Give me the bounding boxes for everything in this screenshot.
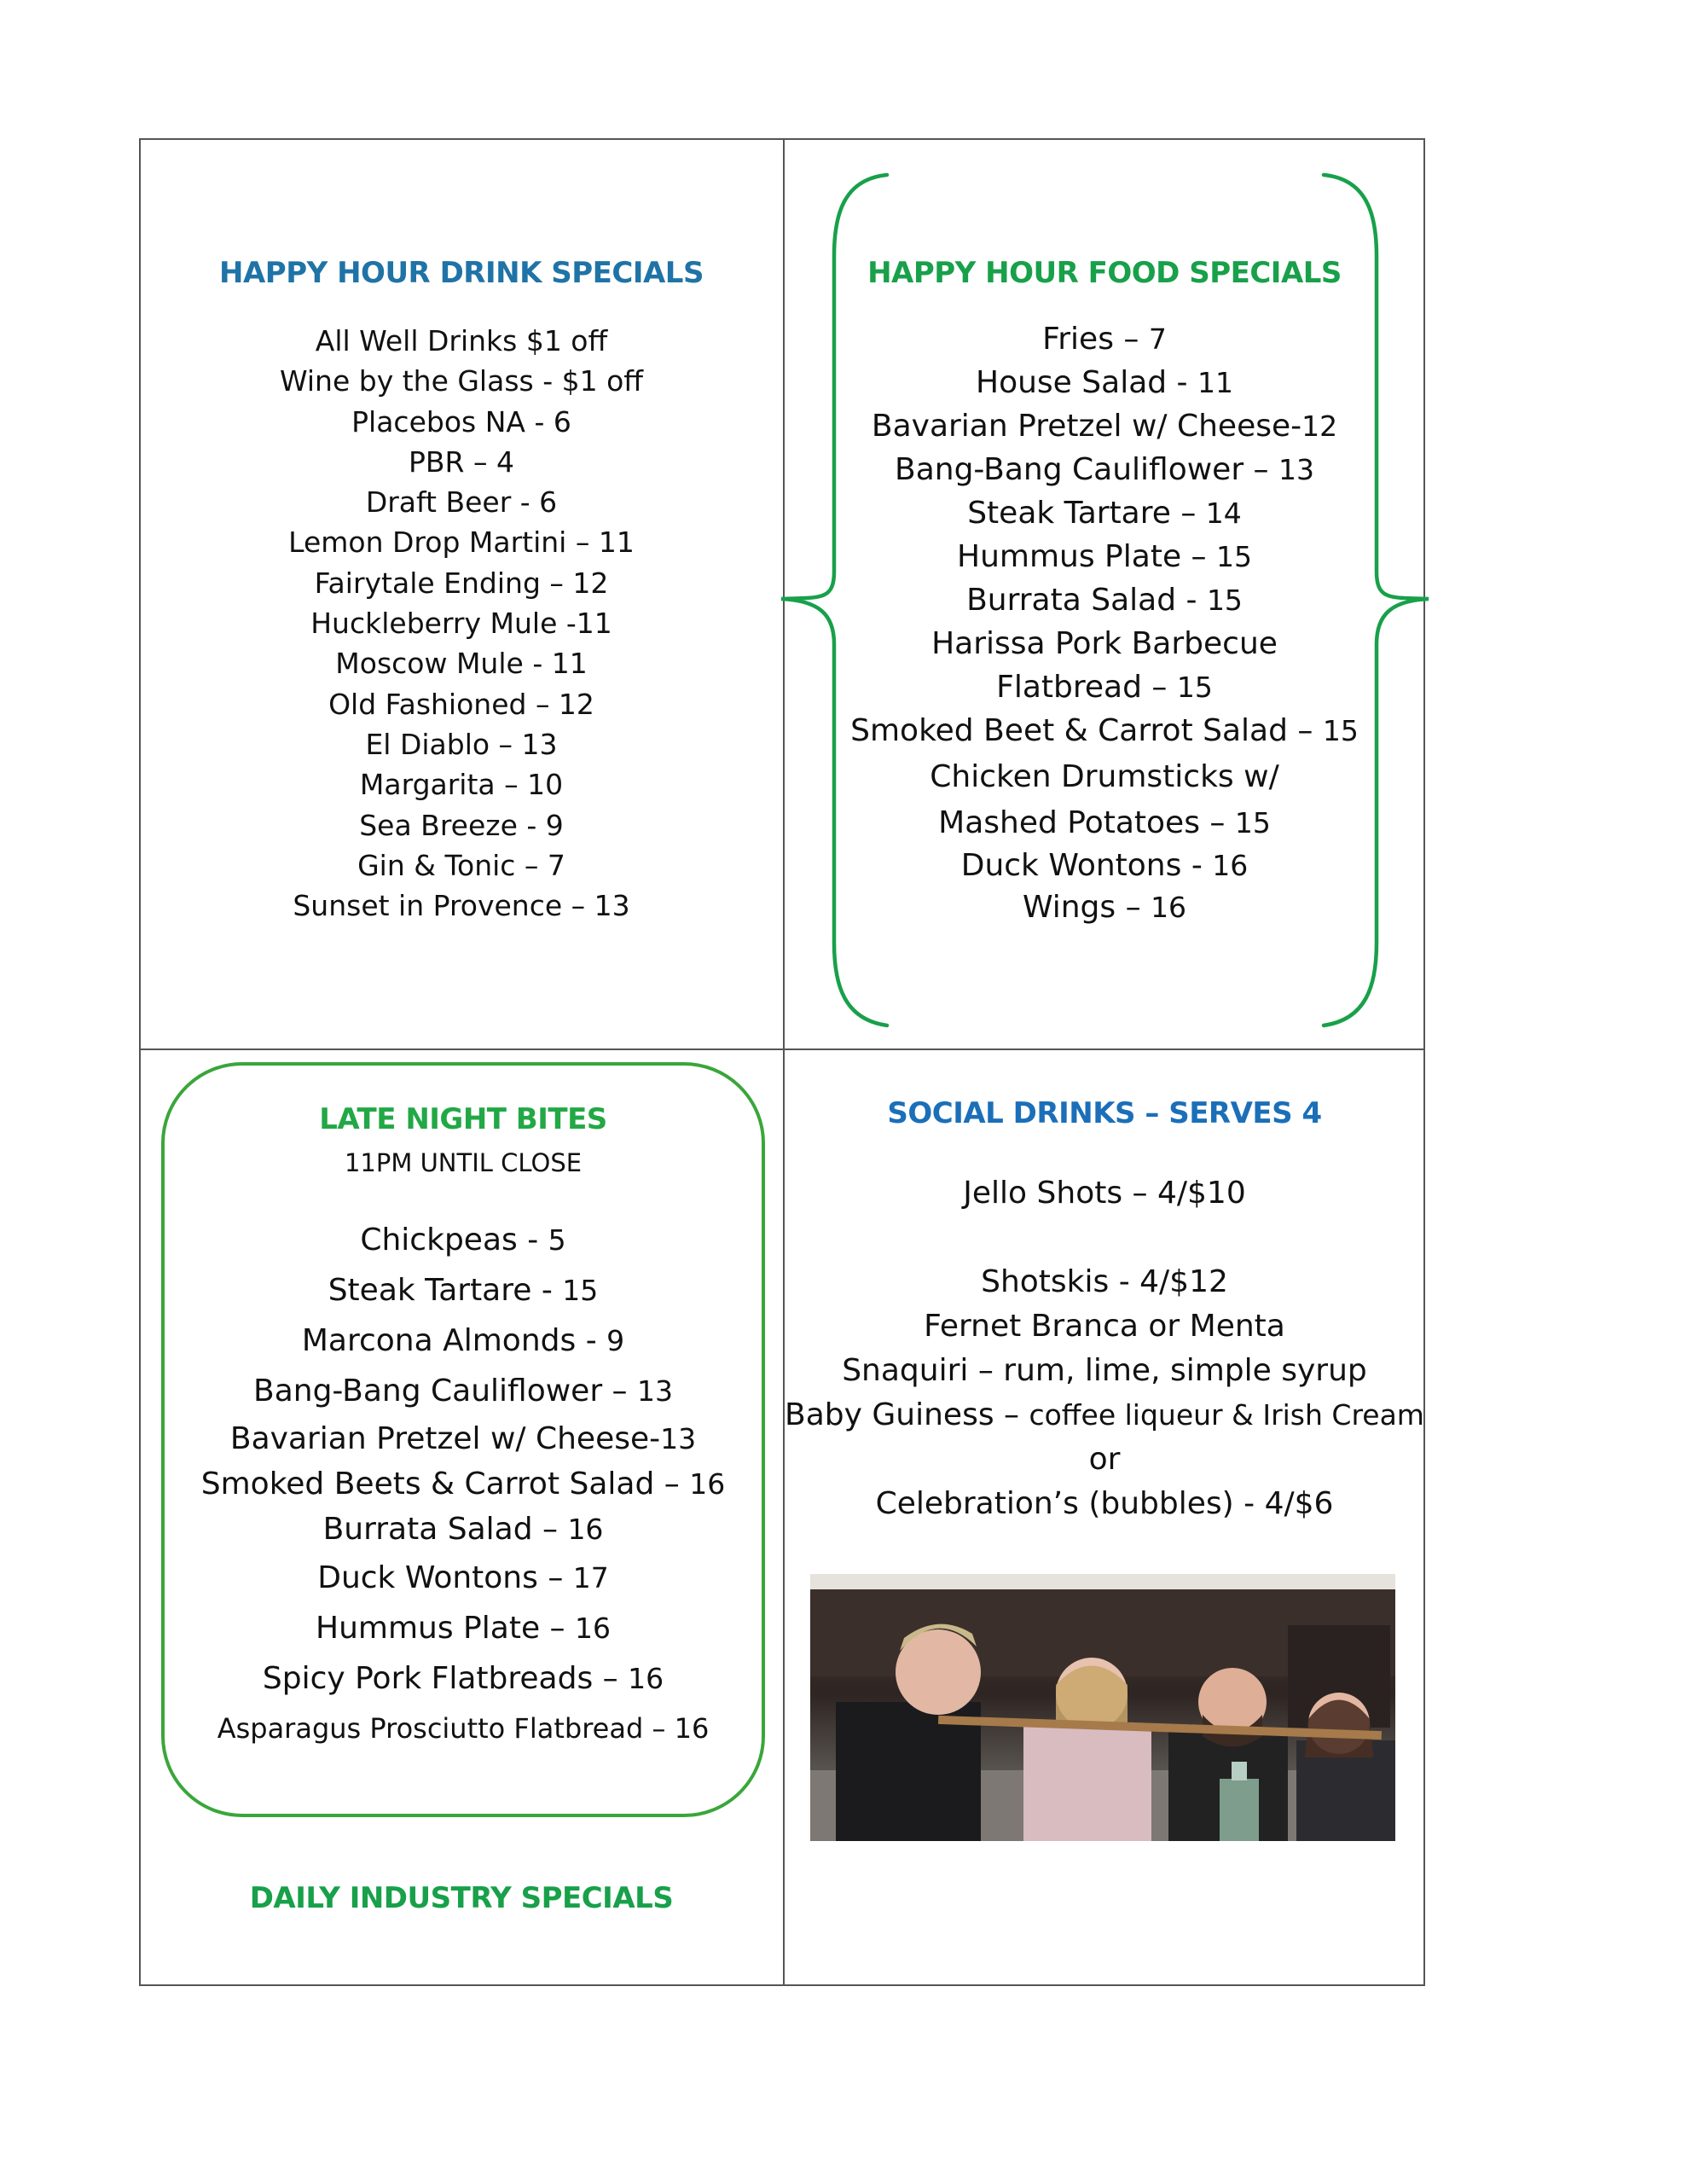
- food-specials-heading: HAPPY HOUR FOOD SPECIALS: [867, 256, 1342, 290]
- table-horizontal-divider: [139, 1048, 1425, 1050]
- late-night-item-name: Hummus Plate –: [316, 1611, 575, 1646]
- food-item-price: 14: [1205, 497, 1242, 530]
- food-item: [785, 317, 1424, 361]
- late-night-item: [161, 1366, 765, 1416]
- food-item-price: 15: [1322, 714, 1359, 747]
- late-night-item: [161, 1265, 765, 1316]
- food-specials-list: [785, 317, 1424, 929]
- drink-item: Sunset in Provence – 13: [293, 889, 630, 923]
- late-night-hours: 11PM UNTIL CLOSE: [344, 1148, 583, 1177]
- drink-item: Fairytale Ending – 12: [314, 566, 609, 600]
- food-item-price: 15: [1215, 540, 1252, 573]
- food-item: [785, 535, 1424, 578]
- late-night-item-price: 13: [637, 1374, 673, 1408]
- late-night-item-name: Burrata Salad –: [322, 1512, 568, 1547]
- social-item-or: or: [1088, 1442, 1121, 1477]
- food-item-price: 7: [1148, 322, 1167, 356]
- food-item: [785, 448, 1424, 491]
- food-item-price: 15: [1234, 806, 1271, 839]
- baby-guiness-desc: coffee liqueur & Irish Cream: [1029, 1398, 1424, 1432]
- food-item: [785, 709, 1424, 752]
- drink-item: Old Fashioned – 12: [328, 687, 594, 721]
- late-night-item: [161, 1653, 765, 1704]
- drink-item: All Well Drinks $1 off: [315, 324, 608, 357]
- food-item-name: Smoked Beet & Carrot Salad –: [850, 713, 1323, 748]
- food-item-name: Fries –: [1042, 322, 1149, 357]
- social-item-jello: Jello Shots – 4/$10: [963, 1176, 1246, 1211]
- social-item-shotskis: Shotskis - 4/$12: [981, 1264, 1228, 1299]
- late-night-item-name: Spicy Pork Flatbreads –: [262, 1661, 629, 1696]
- food-item-name: Bang-Bang Cauliflower –: [895, 452, 1278, 487]
- food-item-name: Burrata Salad -: [966, 583, 1207, 618]
- late-night-item-name: Asparagus Prosciutto Flatbread –: [217, 1712, 675, 1745]
- late-night-item-price: 16: [574, 1612, 611, 1645]
- food-item: [785, 622, 1424, 665]
- food-item-name: Hummus Plate –: [957, 539, 1216, 574]
- late-night-item-name: Smoked Beets & Carrot Salad –: [200, 1467, 690, 1502]
- food-item-price: 15: [1176, 671, 1213, 704]
- late-night-item-price: 16: [689, 1467, 726, 1501]
- food-item: [785, 578, 1424, 622]
- late-night-item: [161, 1553, 765, 1603]
- late-night-item-name: Steak Tartare -: [328, 1273, 563, 1308]
- drink-specials-list: [141, 321, 782, 926]
- food-item: [785, 491, 1424, 535]
- drink-item: Gin & Tonic – 7: [357, 848, 565, 882]
- food-item-price: 16: [1212, 849, 1249, 882]
- social-drinks-heading: SOCIAL DRINKS – SERVES 4: [887, 1096, 1322, 1130]
- late-night-list: [161, 1215, 765, 1754]
- drink-item: Lemon Drop Martini – 11: [288, 526, 635, 560]
- drink-item: PBR – 4: [409, 444, 514, 479]
- late-night-item-price: 16: [674, 1712, 710, 1745]
- late-night-heading: LATE NIGHT BITES: [319, 1102, 607, 1136]
- food-specials-section: [785, 256, 1424, 929]
- food-item-price: 16: [1151, 891, 1187, 924]
- drink-item: Placebos NA - 6: [351, 404, 571, 439]
- food-item-name: Bavarian Pretzel w/ Cheese-: [871, 409, 1302, 444]
- social-drinks-section: [785, 1096, 1424, 1526]
- drink-item: Margarita – 10: [359, 768, 564, 802]
- social-item-fernet: Fernet Branca or Menta: [924, 1309, 1285, 1344]
- late-night-item-price: 5: [548, 1223, 566, 1257]
- late-night-item: [161, 1316, 765, 1366]
- food-item: [785, 752, 1424, 802]
- food-item-price: 11: [1197, 366, 1233, 399]
- baby-guiness-name: Baby Guiness –: [785, 1397, 1029, 1432]
- late-night-item-name: Duck Wontons –: [317, 1560, 573, 1595]
- food-item-name: Flatbread –: [996, 670, 1177, 705]
- food-item-price: 15: [1206, 584, 1243, 617]
- drink-specials-section: [141, 256, 782, 926]
- late-night-item: [161, 1507, 765, 1553]
- drink-item: Draft Beer - 6: [365, 485, 558, 520]
- late-night-item-price: 17: [572, 1561, 609, 1594]
- food-item-price: 12: [1301, 410, 1338, 443]
- shotski-photo-illustration: [810, 1574, 1395, 1841]
- food-item: [785, 665, 1424, 709]
- late-night-item: [161, 1603, 765, 1653]
- food-item-name: Chicken Drumsticks w/: [930, 759, 1279, 794]
- social-item-celebrations: Celebration’s (bubbles) - 4/$6: [875, 1486, 1334, 1521]
- food-item-name: Duck Wontons -: [960, 848, 1213, 883]
- late-night-item: [161, 1462, 765, 1507]
- food-item: [785, 886, 1424, 929]
- late-night-item-price: 13: [660, 1422, 697, 1455]
- late-night-item: [161, 1416, 765, 1462]
- late-night-item-name: Bavarian Pretzel w/ Cheese-: [229, 1421, 661, 1456]
- food-item-price: 13: [1278, 453, 1314, 486]
- late-night-section: [161, 1102, 765, 1754]
- late-night-item-name: Marcona Almonds -: [301, 1323, 607, 1358]
- social-drinks-list: [785, 1171, 1424, 1526]
- social-spacer: [785, 1216, 1424, 1260]
- drink-item: Huckleberry Mule -11: [310, 607, 612, 641]
- food-item-name: House Salad -: [976, 365, 1197, 400]
- late-night-item: [161, 1215, 765, 1265]
- drink-item: El Diablo – 13: [365, 727, 558, 761]
- drink-item: Moscow Mule - 11: [335, 647, 588, 681]
- late-night-item-price: 16: [567, 1513, 604, 1546]
- late-night-item: [161, 1704, 765, 1754]
- late-night-item-name: Chickpeas -: [360, 1223, 548, 1258]
- late-night-item-price: 16: [628, 1662, 664, 1695]
- food-item: [785, 404, 1424, 448]
- food-item-name: Steak Tartare –: [967, 496, 1206, 531]
- drink-specials-heading: HAPPY HOUR DRINK SPECIALS: [219, 256, 704, 290]
- late-night-item-price: 15: [562, 1274, 599, 1307]
- late-night-item-price: 9: [606, 1324, 625, 1357]
- food-item: [785, 802, 1424, 845]
- shotski-photo: [810, 1574, 1395, 1841]
- food-item-name: Mashed Potatoes –: [938, 805, 1235, 840]
- drink-item: Sea Breeze - 9: [359, 808, 564, 842]
- social-item-baby-guiness: [785, 1393, 1424, 1438]
- social-item-snaquiri: Snaquiri – rum, lime, simple syrup: [842, 1353, 1367, 1388]
- food-item: [785, 361, 1424, 404]
- food-item-name: Wings –: [1022, 890, 1151, 925]
- daily-industry-heading: DAILY INDUSTRY SPECIALS: [249, 1881, 674, 1915]
- food-item-name: Harissa Pork Barbecue: [931, 626, 1278, 661]
- drink-item: Wine by the Glass - $1 off: [279, 364, 644, 398]
- late-night-item-name: Bang-Bang Cauliflower –: [253, 1374, 637, 1409]
- food-item: [785, 845, 1424, 886]
